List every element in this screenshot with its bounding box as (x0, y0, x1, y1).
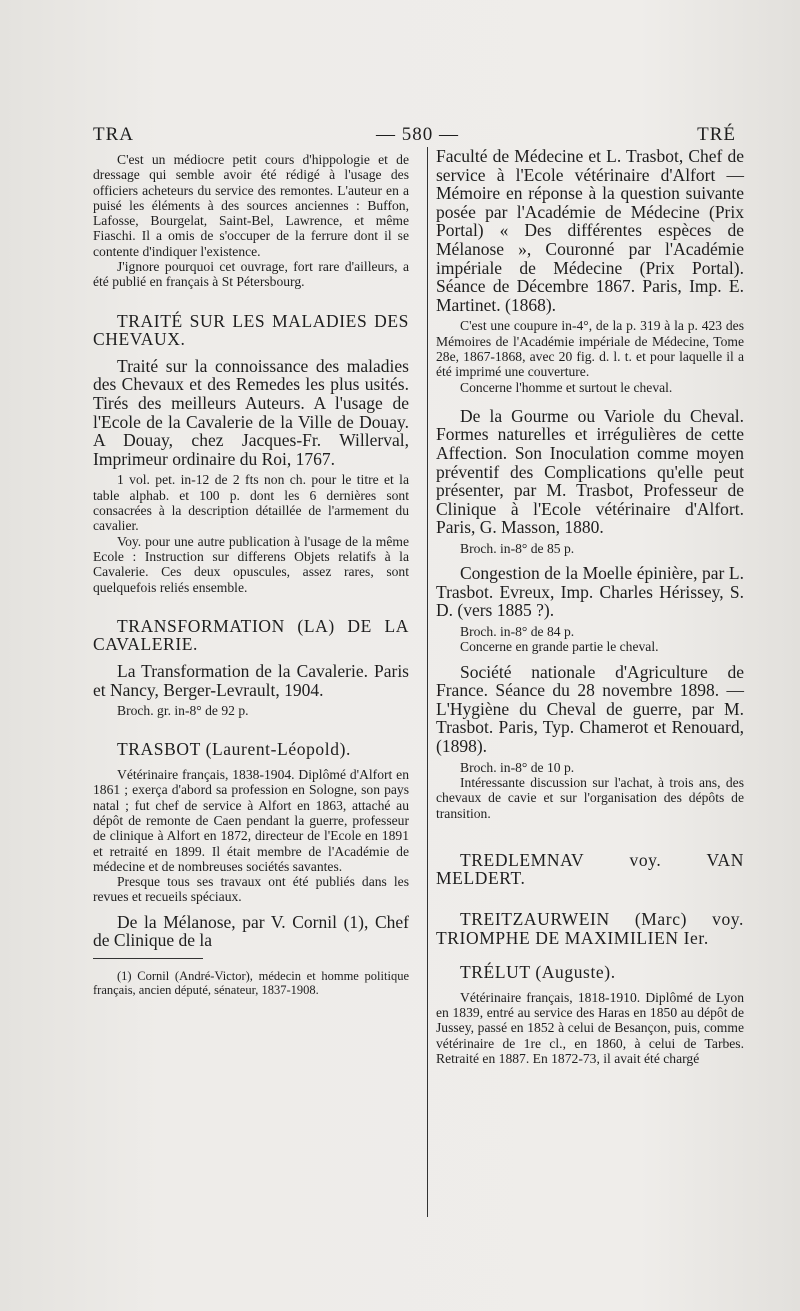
entry-heading: TRASBOT (Laurent-Léopold). (117, 739, 351, 760)
paragraph: Concerne l'homme et surtout le cheval. (460, 379, 673, 395)
page-number: — 580 — (376, 124, 459, 145)
footnote-divider (93, 958, 203, 959)
entry-heading: TRÉLUT (Auguste). (460, 962, 616, 983)
left-column (93, 152, 409, 997)
paragraph: C'est une coupure in-4°, de la p. 319 à la p. 423 des Mémoires de l'Académie impériale de Médecine, Tome 28e, 1867-1868, avec 20 fig. d. l. t. et pour laquelle il a été imprimé une couverture. (436, 318, 744, 380)
entry-title: La Transformation de la Cavalerie. Paris et Nancy, Berger-Levrault, 1904. (93, 660, 409, 700)
paragraph: Vétérinaire français, 1838-1904. Diplômé d'Alfort en 1861 ; exerça d'abord sa profession en Sologne, son pays natal ; fut chef de service à Alfort en 1863, attaché au dépôt de remonte de Caen pendant la guerre, professeur de clinique à Alfort en 1872, directeur de l'Ecole en 1891 et retraité en 1899. Il était membre de l'Académie de médecine et de nombreuses sociétés savantes. (93, 767, 409, 874)
paragraph: Voy. pour une autre publication à l'usage de la même Ecole : Instruction sur differens Objets relatifs à la Cavalerie. Ces deux opuscules, assez rares, sont quelquefois reliés ensemble. (93, 533, 409, 595)
paragraph: Broch. in-8° de 84 p. (460, 624, 575, 640)
entry-heading: TREITZAURWEIN (Marc) voy. TRIOMPHE DE MAXIMILIEN Ier. (436, 909, 744, 948)
entry-heading: TRANSFORMATION (LA) DE LA CAVALERIE. (93, 615, 409, 655)
entry-title: Société nationale d'Agriculture de France. Séance du 28 novembre 1898. — L'Hygiène du Cheval de guerre, par M. Trasbot. Paris, Typ. Chamerot et Renouard, (1898). (436, 661, 744, 757)
entry-heading: TREDLEMNAV voy. VAN MELDERT. (436, 849, 744, 889)
entry-title: Faculté de Médecine et L. Trasbot, Chef de service à l'Ecole vétérinaire d'Alfort — Mémoire en réponse à la question suivante posée par l'Académie de Médecine (Prix Portal) « Des différentes espèces de Mélanose », Couronné par l'Académie impériale de Médecine (Prix Portal). Séance de Décembre 1867. Paris, Imp. E. Martinet. (1868). (436, 146, 744, 315)
header-right-entry: TRÉ (697, 124, 736, 145)
paragraph: Vétérinaire français, 1818-1910. Diplômé de Lyon en 1839, entré au service des Haras en 1850 au dépôt de Jussey, passé en 1852 à celui de Besançon, puis, comme vétérinaire de 1re cl., en 1860, à celui de Tarbes. Retraité en 1887. En 1872-73, il avait été chargé (436, 989, 744, 1066)
paragraph: Broch. in-8° de 10 p. (460, 759, 575, 775)
footnote: (1) Cornil (André-Victor), médecin et homme politique français, ancien député, sénateur, 1837-1908. (93, 968, 409, 997)
entry-title: De la Mélanose, par V. Cornil (1), Chef de Clinique de la (93, 911, 409, 951)
paragraph: Broch. in-8° de 85 p. (460, 540, 575, 556)
paragraph: J'ignore pourquoi cet ouvrage, fort rare d'ailleurs, a été publié en français à St Pétersbourg. (93, 259, 409, 290)
right-column (427, 147, 744, 1217)
paragraph: 1 vol. pet. in-12 de 2 fts non ch. pour le titre et la table alphab. et 100 p. dont les 6 dernières sont consacrées à la description détaillée de l'armement du cavalier. (93, 472, 409, 534)
page-header (93, 124, 736, 148)
entry-heading: TRAITÉ SUR LES MALADIES DES CHEVAUX. (93, 310, 409, 350)
paragraph: Concerne en grande partie le cheval. (460, 639, 659, 655)
header-left-entry: TRA (93, 124, 134, 145)
paragraph: C'est un médiocre petit cours d'hippologie et de dressage qui semble avoir été rédigé à l'usage des officiers acheteurs du service des remontes. L'auteur en a puisé les éléments à des sources anciennes : Buffon, Lafosse, Bourgelat, Saint-Bel, Lawrence, et même Fiaschi. Il a omis de s'occuper de la ferrure dont il se contente d'indiquer l'existence. (93, 152, 409, 259)
entry-title: Congestion de la Moelle épinière, par L. Trasbot. Evreux, Imp. Charles Hérissey, S. D. (vers 1885 ?). (436, 563, 744, 621)
paragraph: Presque tous ses travaux ont été publiés dans les revues et recueils spéciaux. (93, 874, 409, 905)
paragraph: Broch. gr. in-8° de 92 p. (117, 703, 249, 719)
paragraph: Intéressante discussion sur l'achat, à trois ans, des chevaux de cavie et sur l'organisation des dépôts de transition. (436, 774, 744, 821)
entry-title: De la Gourme ou Variole du Cheval. Formes naturelles et irrégulières de cette Affection. Son Inoculation comme moyen préventif des Complications qu'elle peut présenter, par M. Trasbot, Professeur de Clinique à l'Ecole vétérinaire d'Alfort. Paris, G. Masson, 1880. (436, 405, 744, 538)
entry-title: Traité sur la connoissance des maladies des Chevaux et des Remedes les plus usités. Tirés des meilleurs Auteurs. A l'usage de l'Ecole de la Cavalerie de la Ville de Douay. A Douay, chez Jacques-Fr. Willerval, Imprimeur ordinaire du Roi, 1767. (93, 355, 409, 469)
